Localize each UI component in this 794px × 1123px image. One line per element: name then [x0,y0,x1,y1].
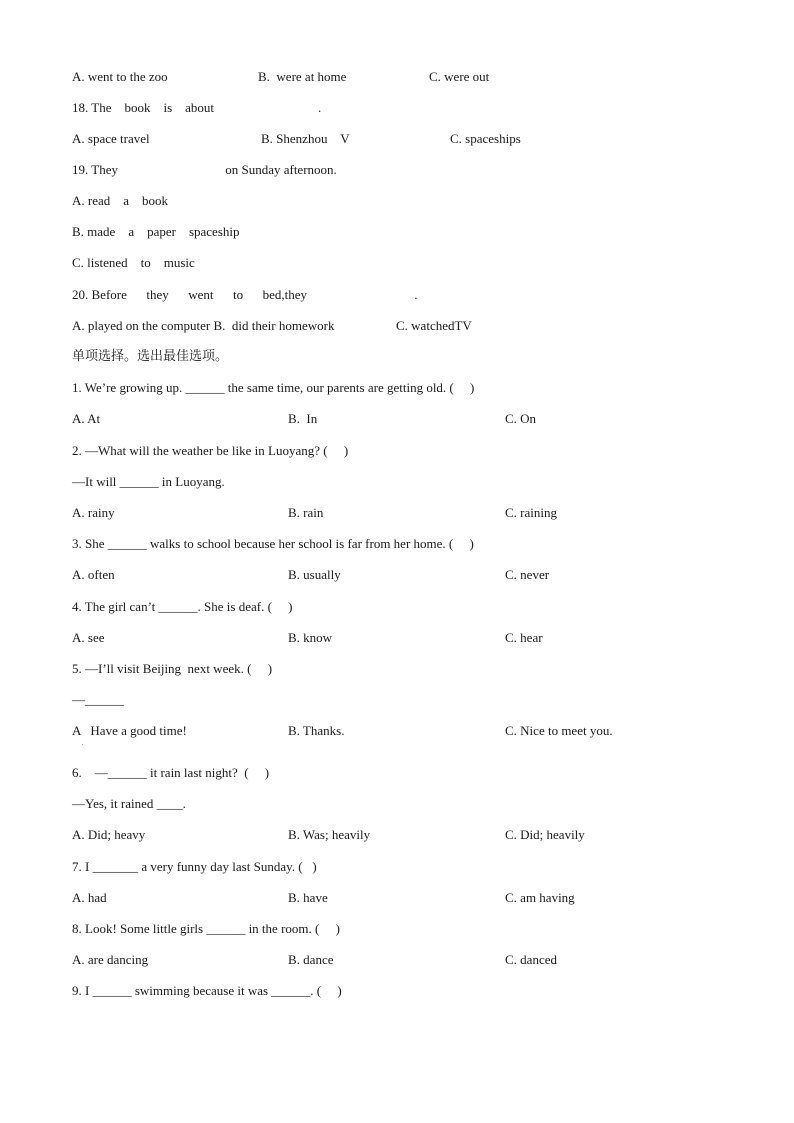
answer-option: A. went to the zoo [72,69,168,84]
answer-option: B. dance [288,952,334,967]
answer-option: B. know [288,630,333,645]
answer-option: A Have a good time! [72,723,187,738]
question-line: —Yes, it rained ____. [72,796,186,811]
answer-option: A. had [72,890,107,905]
answer-option: B. Shenzhou V [261,131,350,146]
question-line: B. made a paper spaceship [72,224,240,239]
answer-option: A. Did; heavy [72,827,146,842]
stray-dot-mark: . [82,741,84,747]
answer-option: C. hear [505,630,543,645]
question-line: —______ [72,692,124,707]
answer-option: B. were at home [258,69,347,84]
question-line: 3. She ______ walks to school because her school is far from her home. ( ) [72,536,474,551]
answer-option: C. Did; heavily [505,827,585,842]
question-line: 8. Look! Some little girls ______ in the room. ( ) [72,921,340,936]
answer-option: B. In [288,411,318,426]
question-line: —It will ______ in Luoyang. [72,474,225,489]
answer-option: B. usually [288,567,341,582]
answer-option: C. never [505,567,550,582]
answer-option: B. Was; heavily [288,827,371,842]
question-line: C. listened to music [72,255,195,270]
question-line: 5. —I’ll visit Beijing next week. ( ) [72,661,273,676]
answer-option: A. are dancing [72,952,149,967]
question-line: 7. I _______ a very funny day last Sunday. ( ) [72,859,317,874]
question-line: 9. I ______ swimming because it was ______. ( ) [72,983,342,998]
question-line: 20. Before they went to bed,they . [72,287,418,302]
answer-option: A. played on the computer B. did their homework [72,318,335,333]
question-line: 19. They on Sunday afternoon. [72,162,337,177]
answer-option: A. space travel [72,131,150,146]
question-line: 18. The book is about . [72,100,322,115]
question-line: 2. —What will the weather be like in Luoyang? ( ) [72,443,349,458]
answer-option: B. Thanks. [288,723,345,738]
answer-option: B. rain [288,505,324,520]
answer-option: A. At [72,411,101,426]
answer-option: C. spaceships [450,131,521,146]
answer-option: A. often [72,567,115,582]
question-line: 1. We’re growing up. ______ the same time, our parents are getting old. ( ) [72,380,475,395]
question-line: 4. The girl can’t ______. She is deaf. ( ) [72,599,293,614]
question-line: A. read a book [72,193,169,208]
answer-option: A. rainy [72,505,115,520]
answer-option: B. have [288,890,328,905]
question-line: 6. —______ it rain last night? ( ) [72,765,270,780]
answer-option: C. watchedTV [396,318,472,333]
section-heading: 单项选择。选出最佳选项。 [72,349,229,364]
answer-option: C. am having [505,890,575,905]
answer-option: A. see [72,630,105,645]
answer-option: C. danced [505,952,557,967]
answer-option: C. were out [429,69,490,84]
answer-option: C. raining [505,505,557,520]
answer-option: C. On [505,411,537,426]
answer-option: C. Nice to meet you. [505,723,613,738]
